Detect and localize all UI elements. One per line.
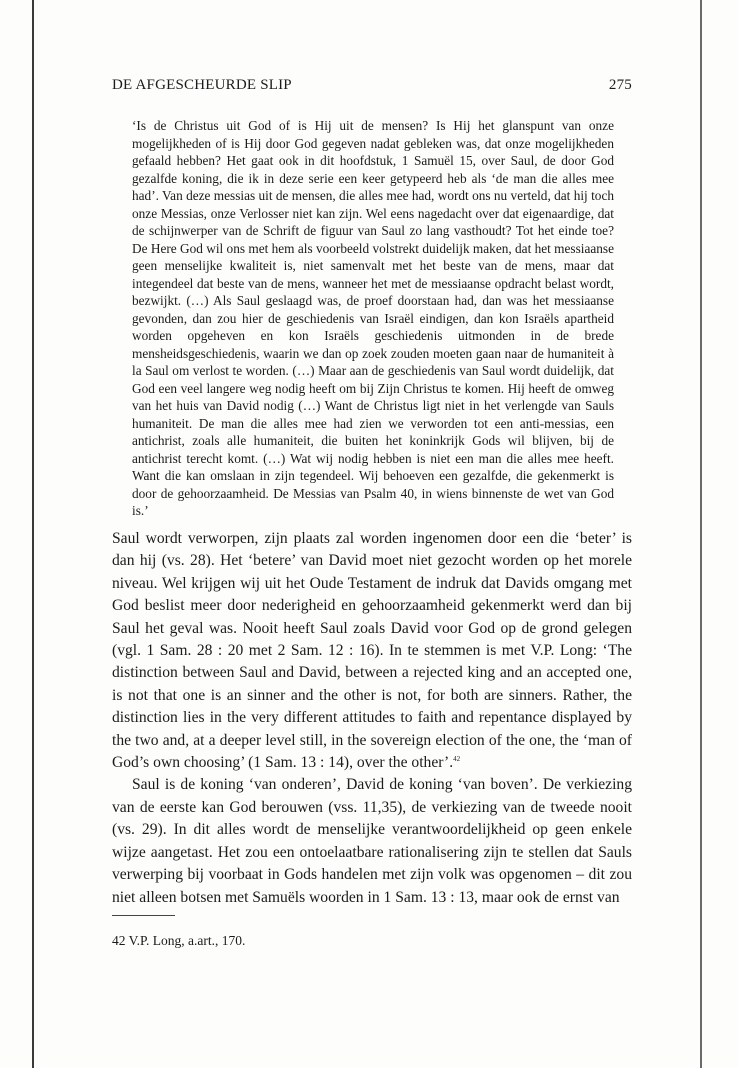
footnote-separator [112, 915, 175, 916]
footnote-ref: 42 [453, 755, 461, 764]
page-edge-right [700, 0, 702, 1068]
footnote: 42 V.P. Long, a.art., 170. [112, 933, 246, 948]
body-text [112, 528, 632, 909]
page-edge-left [32, 0, 34, 1068]
running-title: DE AFGESCHEURDE SLIP [112, 77, 292, 93]
paragraph-text: Saul wordt verworpen, zijn plaats zal worden ingenomen door een die ‘beter’ is dan hij (vs. 28). Het ‘betere’ van David moet niet gezocht worden op het morele niveau. Wel krijgen wij uit het Oude Testament de indruk dat Davids omgang met God beslist meer door nederigheid en gehoorzaamheid gekenmerkt werd dan bij Saul het geval was. Nooit heeft Saul zoals David voor God op de grond gelegen (vgl. 1 Sam. 28 : 20 met 2 Sam. 12 : 16). In te stemmen is met V.P. Long: ‘The distinction between Saul and David, between a rejected king and an accepted one, is not that one is an sinner and the other is not, for both are sinners. Rather, the distinction lies in the very different attitudes to faith and repentance displayed by the two and, at a deeper level still, in the sovereign election of the one, the ‘man of God’s own choosing’ (1 Sam. 13 : 14), over the other’. [112, 530, 632, 772]
running-head [112, 77, 632, 99]
paragraph [112, 528, 632, 774]
page-number: 275 [608, 77, 632, 93]
paragraph: Saul is de koning ‘van onderen’, David de koning ‘van boven’. De verkiezing van de eerste kan God berouwen (vss. 11,35), de verkiezing van de tweede nooit (vs. 29). In dit alles wordt de menselijke verantwoordelijkheid op geen enkele wijze aangetast. Het zou een ontoelaatbare rationalisering zijn te stellen dat Sauls verwerping bij voorbaat in Gods handelen met zijn volk was opgenomen – dit zou niet alleen botsen met Samuëls woorden in 1 Sam. 13 : 13, maar ook de ernst van [112, 776, 632, 906]
block-quote: ‘Is de Christus uit God of is Hij uit de mensen? Is Hij het glanspunt van onze mogelijkheden of is Hij door God gegeven nadat gebleken was, dat onze mogelijkheden gefaald hebben? Het gaat ook in dit hoofdstuk, 1 Samuël 15, over Saul, de door God gezalfde koning, die ik in deze serie een keer getypeerd heb als ‘de man die alles mee had’. Van deze messias uit de mensen, die alles mee had, wordt ons nu verteld, dat hij toch onze Messias, onze Verlosser niet kan zijn. Wel eens nagedacht over dat eigenaardige, dat de schijnwerper van de Schrift de figuur van Saul zo lang vasthoudt? Tot het einde toe? De Here God wil ons met hem als voorbeeld volstrekt duidelijk maken, dat het messiaanse geen menselijke kwaliteit is, niet samenvalt met het beste van de mens, maar dat integendeel dat beste van de mens, wanneer het met de messiaanse opdracht belast wordt, bezwijkt. (…) Als Saul geslaagd was, de proef doorstaan had, dan was het messiaanse gevonden, dan zou hier de geschiedenis van Israël eindigen, dan kon Israëls apartheid worden opgeheven en kon Israëls geschiedenis uitmonden in de brede mensheidsgeschiedenis, waarin we dan op zoek zouden moeten gaan naar de humaniteit à la Saul om verlost te worden. (…) Maar aan de geschiedenis van Saul wordt duidelijk, dat God een veel langere weg nodig heeft om bij Zijn Christus te komen. Hij heeft de omweg van het huis van David nodig (…) Want de Christus ligt niet in het verlengde van Sauls humaniteit. De man die alles mee had zien we verworden tot een anti-messias, een antichrist, zoals alle humaniteit, die buiten het koninkrijk Gods wil blijven, bij de antichrist terecht komt. (…) Wat wij nodig hebben is niet een man die alles mee heeft. Want die kan omslaan in zijn tegendeel. Wij behoeven een gezalfde, die gekenmerkt is door de gehoorzaamheid. De Messias van Psalm 40, in wiens binnenste de wet van God is.’ [132, 118, 614, 518]
